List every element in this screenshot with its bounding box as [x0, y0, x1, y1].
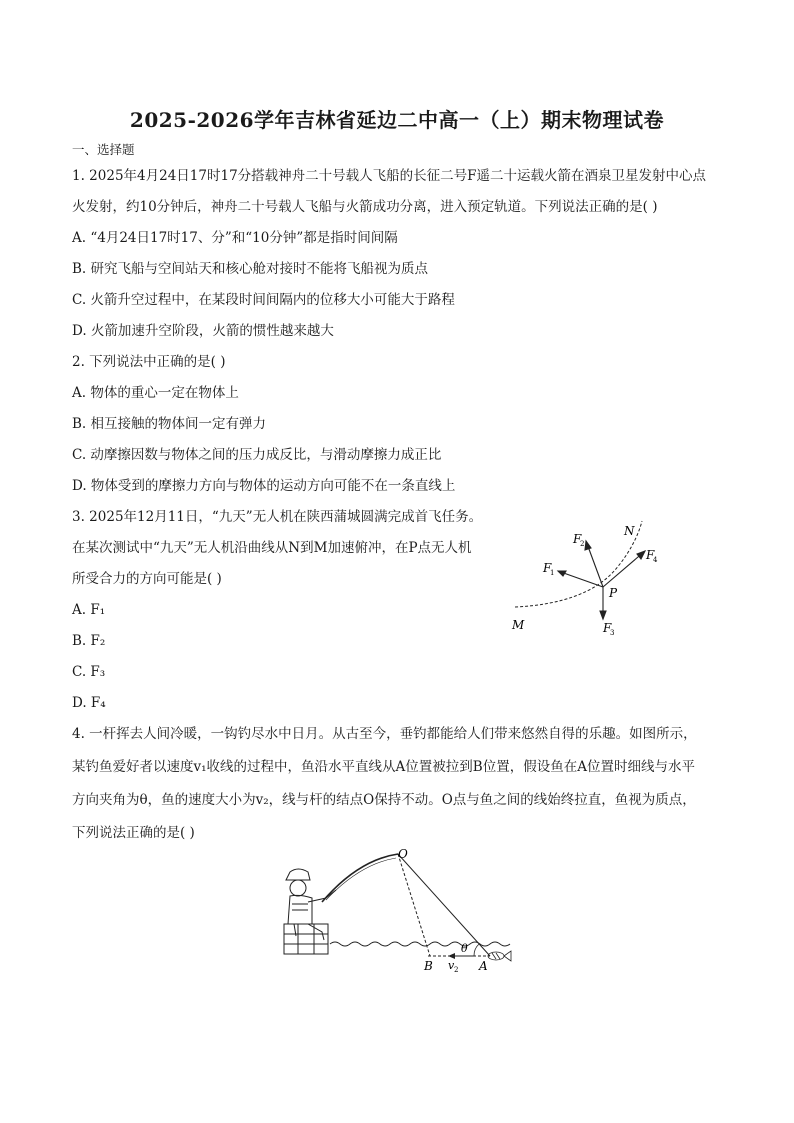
label-o: O [398, 847, 408, 861]
q4-stem-line1: 4. 一杆挥去人间冷暖，一钩钓尽水中日月。从古至今，垂钓都能给人们带来悠然自得的乐趣。如图所示， [72, 726, 697, 742]
label-m: M [512, 618, 525, 632]
q2-stem: 2. 下列说法中正确的是( ) [72, 354, 226, 370]
page-title: 2025-2026学年吉林省延边二中高一（上）期末物理试卷 [129, 108, 665, 132]
q3-option-a: A. F₁ [72, 602, 106, 618]
label-n: N [624, 524, 635, 538]
q3-option-b: B. F₂ [72, 633, 106, 649]
label-p: P [609, 586, 618, 600]
q4-stem-line4: 下列说法正确的是( ) [72, 825, 195, 841]
q3-stem-line1: 3. 2025年12月11日，“九天”无人机在陕西蒲城圆满完成首飞任务。 [72, 509, 483, 525]
section-heading: 一、选择题 [72, 142, 135, 157]
q1-option-d: D. 火箭加速升空阶段，火箭的惯性越来越大 [72, 323, 334, 339]
label-v2-sub: 2 [454, 966, 459, 974]
platform [284, 924, 328, 954]
q4-stem-line3: 方向夹角为θ，鱼的速度大小为v₂，线与杆的结点O保持不动。O点与鱼之间的线始终拉直，鱼视为质点， [72, 792, 696, 808]
label-f2-sub: 2 [580, 540, 585, 548]
q3-force-diagram [500, 515, 660, 645]
label-f4-sub: 4 [653, 556, 658, 564]
label-v2: v [448, 959, 455, 972]
q1-option-b: B. 研究飞船与空间站天和核心舱对接时不能将飞船视为质点 [72, 261, 429, 277]
q2-option-d: D. 物体受到的摩擦力方向与物体的运动方向可能不在一条直线上 [72, 478, 456, 494]
fish-figure [488, 951, 511, 961]
q3-option-d: D. F₄ [72, 695, 106, 711]
q4-stem-line2: 某钓鱼爱好者以速度v₁收线的过程中，鱼沿水平直线从A位置被拉到B位置，假设鱼在A位置时细线与水平 [72, 759, 695, 775]
label-f1-sub: 1 [550, 569, 555, 577]
q3-option-c: C. F₃ [72, 664, 106, 680]
label-theta: θ [461, 942, 468, 955]
label-f4: F [646, 548, 655, 562]
q1-stem-line1: 1. 2025年4月24日17时17分搭载神舟二十号载人飞船的长征二号F遥二十运载火箭在酒泉卫星发射中心点 [72, 168, 707, 184]
label-f1: F [543, 561, 552, 575]
line-o-to-b [398, 854, 430, 956]
q4-fishing-diagram [278, 840, 518, 980]
fishing-rod [322, 854, 398, 902]
line-o-to-a [398, 854, 490, 956]
q3-stem-line3: 所受合力的方向可能是( ) [72, 571, 222, 587]
label-a: A [479, 959, 488, 973]
q3-stem-line2: 在某次测试中“九天”无人机沿曲线从N到M加速俯冲，在P点无人机 [72, 540, 472, 556]
angle-theta-arc [474, 944, 479, 956]
label-f2: F [573, 532, 582, 546]
q1-option-c: C. 火箭升空过程中，在某段时间间隔内的位移大小可能大于路程 [72, 292, 455, 308]
q2-option-b: B. 相互接触的物体间一定有弹力 [72, 416, 267, 432]
q1-option-a: A. “4月24日17时17、分”和“10分钟”都是指时间间隔 [72, 230, 398, 246]
q2-option-a: A. 物体的重心一定在物体上 [72, 385, 239, 401]
q1-stem-line2: 火发射，约10分钟后，神舟二十号载人飞船与火箭成功分离，进入预定轨道。下列说法正确的是( ) [72, 199, 658, 215]
water-surface [330, 942, 510, 946]
label-f3-sub: 3 [610, 629, 615, 637]
label-b: B [424, 959, 433, 973]
q2-option-c: C. 动摩擦因数与物体之间的压力成反比，与滑动摩擦力成正比 [72, 447, 442, 463]
label-f3: F [603, 621, 612, 635]
